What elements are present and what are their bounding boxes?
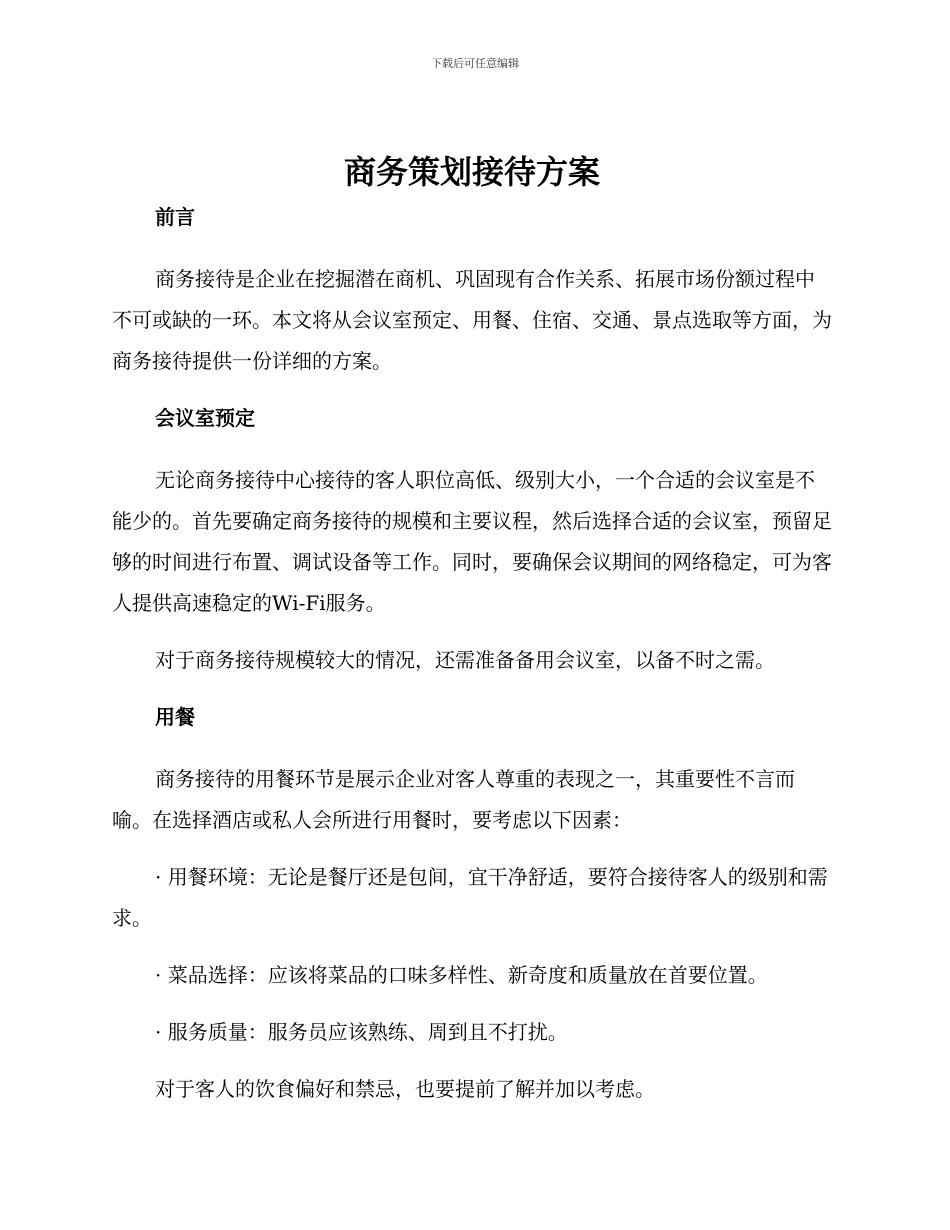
dining-paragraph-1: 商务接待的用餐环节是展示企业对客人尊重的表现之一，其重要性不言而喻。在选择酒店或私人会所进行用餐时，要考虑以下因素： <box>112 767 795 832</box>
preface-paragraph: 商务接待是企业在挖掘潜在商机、巩固现有合作关系、拓展市场份额过程中不可或缺的一环。本文将从会议室预定、用餐、住宿、交通、景点选取等方面，为商务接待提供一份详细的方案。 <box>112 267 832 373</box>
section-heading-preface: 前言 <box>155 205 195 229</box>
document-title: 商务策划接待方案 <box>343 153 600 191</box>
dining-bullet-dishes: · 菜品选择：应该将菜品的口味多样性、新奇度和质量放在首要位置。 <box>155 963 768 987</box>
meeting-room-paragraph-2: 对于商务接待规模较大的情况，还需准备备用会议室，以备不时之需。 <box>155 648 775 672</box>
document-body <box>112 150 832 1110</box>
section-heading-meeting-room: 会议室预定 <box>155 406 255 430</box>
dining-paragraph-2: 对于客人的饮食偏好和禁忌，也要提前了解并加以考虑。 <box>155 1077 655 1101</box>
header-note: 下载后可任意编辑 <box>431 57 519 70</box>
dining-bullet-environment: · 用餐环境：无论是餐厅还是包间，宜干净舒适，要符合接待客人的级别和需求。 <box>112 865 828 930</box>
section-heading-dining: 用餐 <box>155 705 195 729</box>
dining-bullet-service: · 服务质量：服务员应该熟练、周到且不打扰。 <box>155 1020 568 1044</box>
meeting-room-paragraph-1: 无论商务接待中心接待的客人职位高低、级别大小，一个合适的会议室是不能少的。首先要确定商务接待的规模和主要议程，然后选择合适的会议室，预留足够的时间进行布置、调试设备等工作。同时，要确保会议期间的网络稳定，可为客人提供高速稳定的Wi-Fi服务。 <box>112 468 832 615</box>
